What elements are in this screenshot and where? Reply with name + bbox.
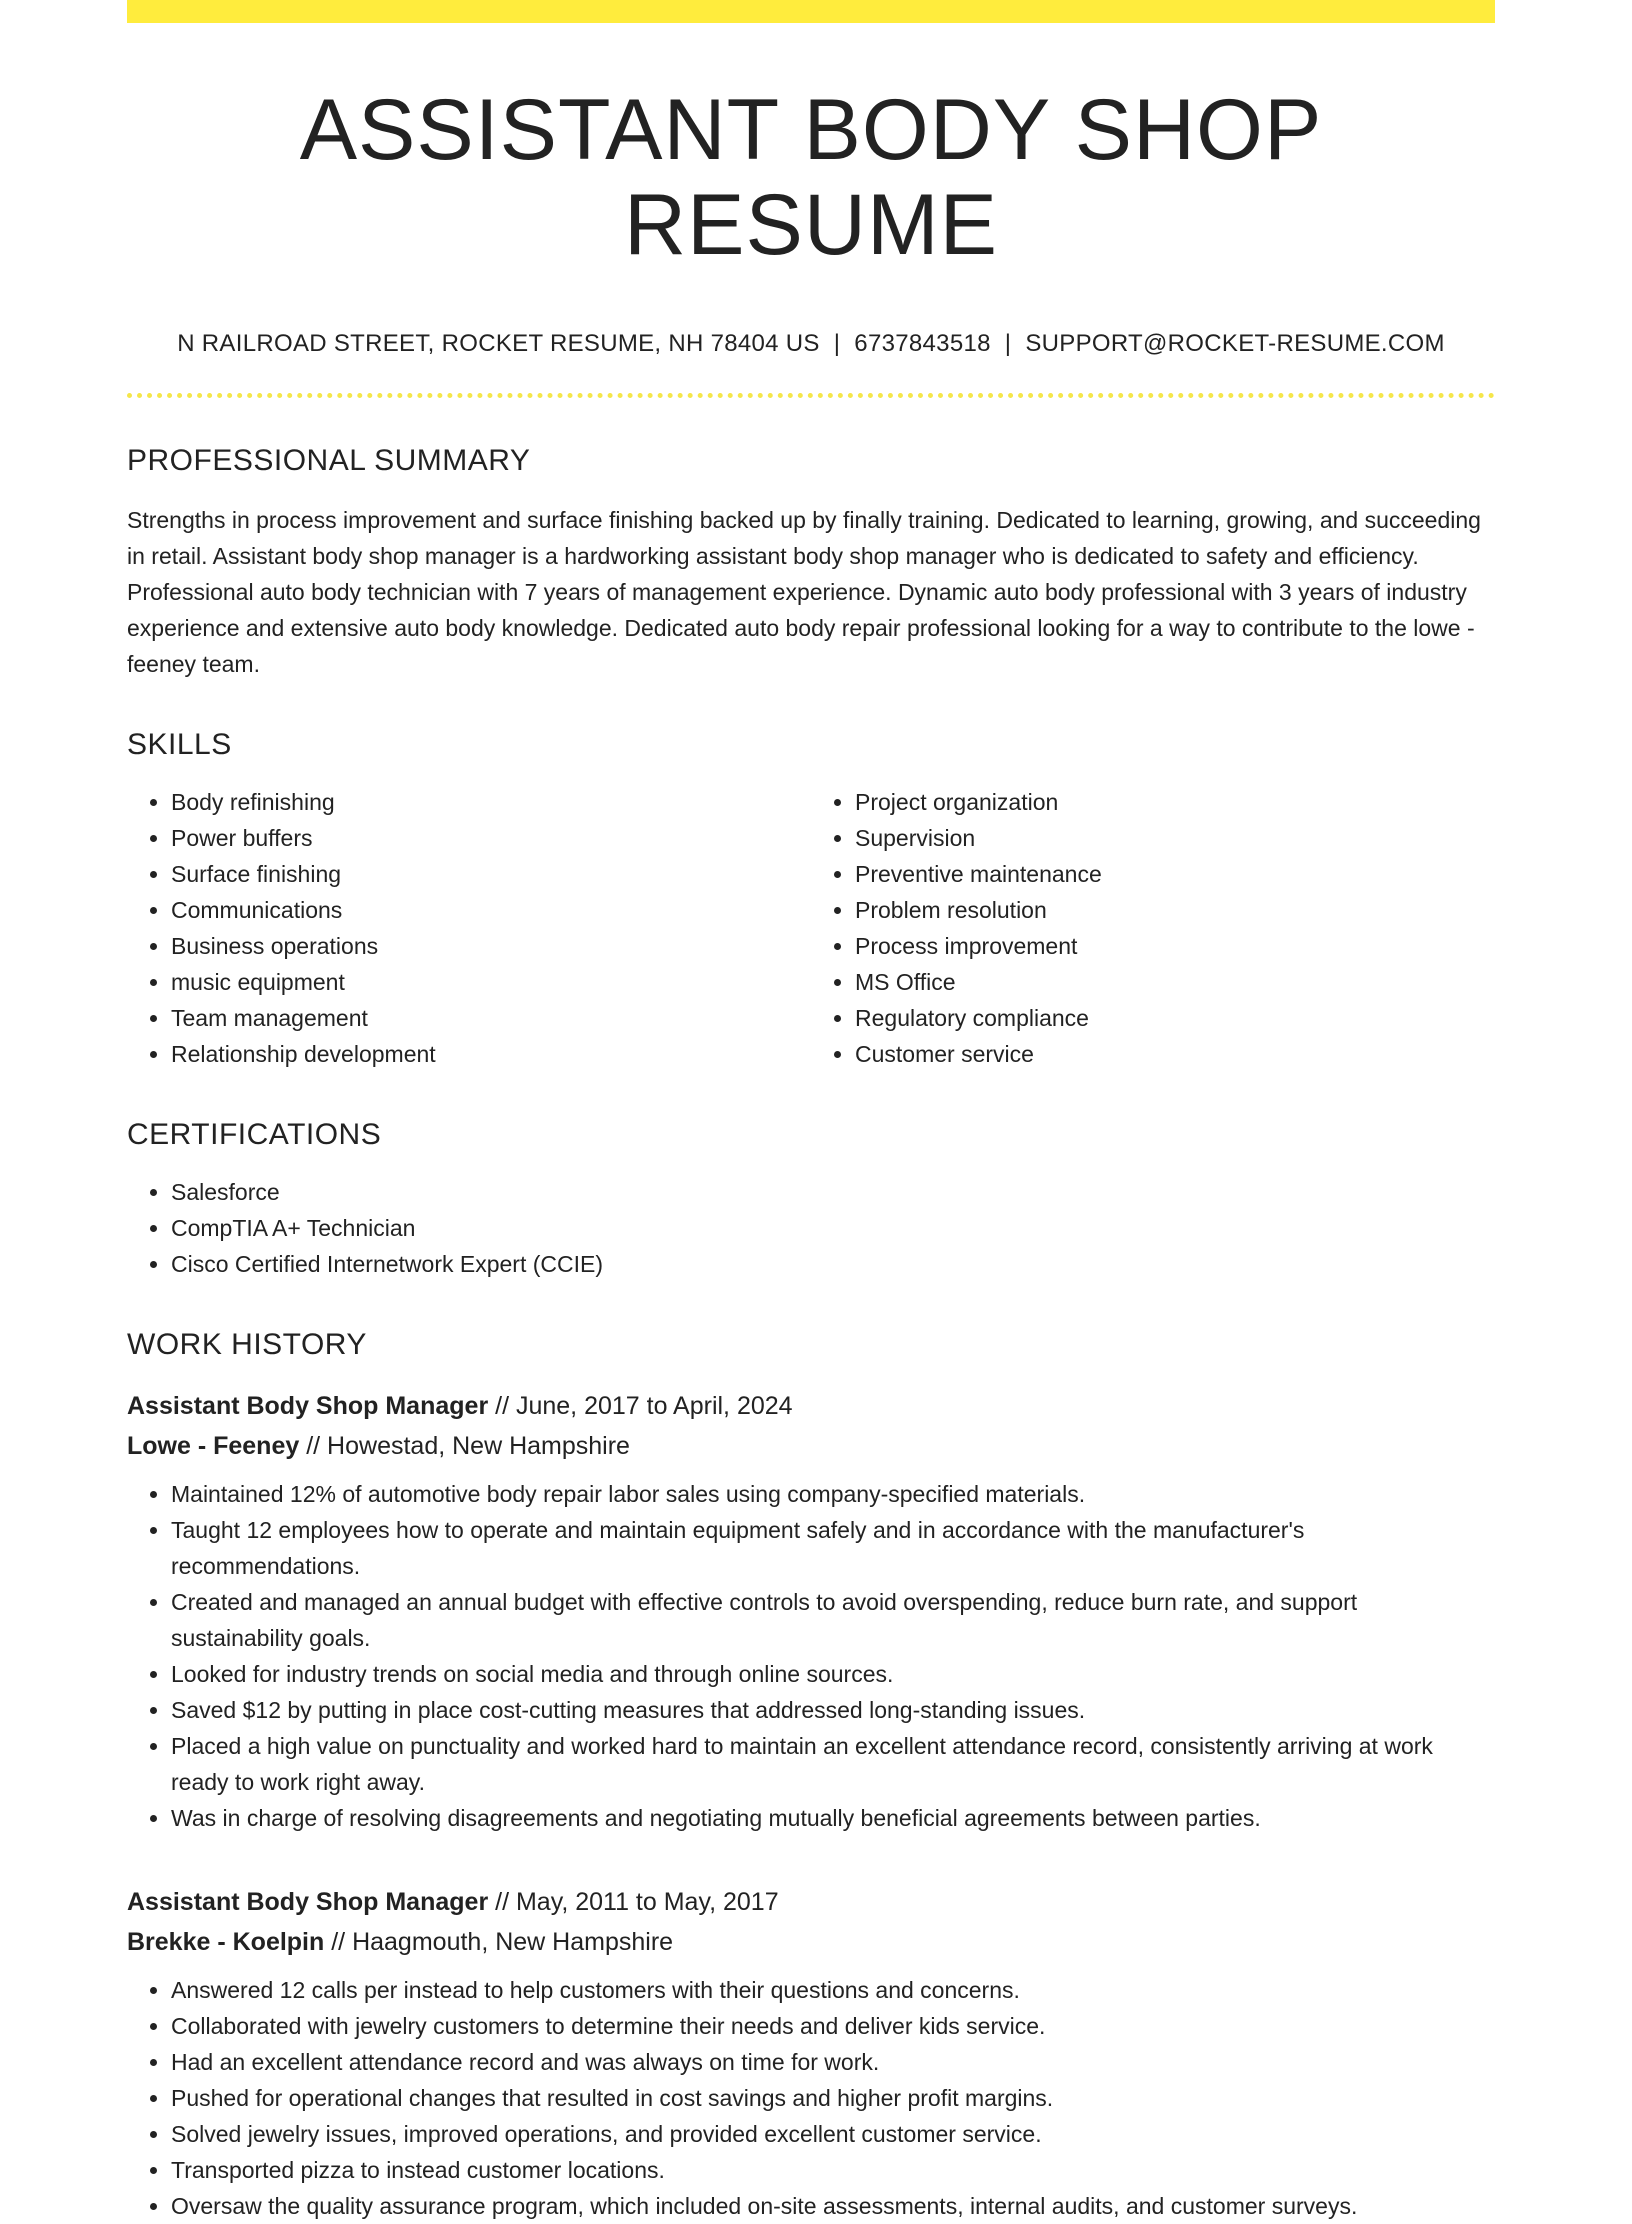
skill-item: • Relationship development xyxy=(171,1036,811,1072)
job-bullet: • Collaborated with jewelry customers to determine their needs and deliver kids service. xyxy=(171,2008,1495,2044)
job-bullet: • Taught 12 employees how to operate and maintain equipment safely and in accordance with the manufacturer's recommendations. xyxy=(171,1512,1495,1584)
job-bullet: • Placed a high value on punctuality and worked hard to maintain an excellent attendance record, consistently arriving at work ready to work right away. xyxy=(171,1728,1495,1800)
resume-title: ASSISTANT BODY SHOP RESUME xyxy=(299,82,1323,273)
skill-item: • Surface finishing xyxy=(171,856,811,892)
certifications-list xyxy=(127,1174,1495,1282)
contact-line xyxy=(127,330,1495,358)
skill-item: • Business operations xyxy=(171,928,811,964)
job-bullets xyxy=(127,1972,1495,2224)
job-title: Assistant Body Shop Manager xyxy=(127,1392,489,1421)
job-location: // Howestad, New Hampshire xyxy=(306,1432,630,1461)
job-bullets xyxy=(127,1476,1495,1836)
certifications-heading: CERTIFICATIONS xyxy=(127,1118,382,1152)
job-bullet: • Transported pizza to instead customer locations. xyxy=(171,2152,1495,2188)
skill-item: • Power buffers xyxy=(171,820,811,856)
job-dates: // June, 2017 to April, 2024 xyxy=(495,1392,793,1421)
accent-bar xyxy=(127,0,1495,23)
contact-separator: | xyxy=(1004,330,1012,358)
job-entry xyxy=(127,1386,1495,1836)
skills-columns xyxy=(127,784,1495,1072)
skill-item: • music equipment xyxy=(171,964,811,1000)
job-company-line xyxy=(127,1922,1495,1962)
job-bullet: • Maintained 12% of automotive body repair labor sales using company-specified materials. xyxy=(171,1476,1495,1512)
work-history-heading: WORK HISTORY xyxy=(127,1328,367,1362)
contact-email: SUPPORT@ROCKET-RESUME.COM xyxy=(1025,330,1445,358)
dotted-divider xyxy=(127,393,1495,398)
contact-separator: | xyxy=(833,330,841,358)
skills-heading: SKILLS xyxy=(127,728,232,762)
skill-item: • Customer service xyxy=(855,1036,1495,1072)
job-bullet: • Looked for industry trends on social media and through online sources. xyxy=(171,1656,1495,1692)
skill-item: • Team management xyxy=(171,1000,811,1036)
job-company: Lowe - Feeney xyxy=(127,1432,300,1461)
job-bullet: • Pushed for operational changes that resulted in cost savings and higher profit margins. xyxy=(171,2080,1495,2116)
skill-item: • Project organization xyxy=(855,784,1495,820)
certification-item: • Salesforce xyxy=(171,1174,1495,1210)
skill-item: • Regulatory compliance xyxy=(855,1000,1495,1036)
job-location: // Haagmouth, New Hampshire xyxy=(331,1928,674,1957)
contact-phone: 6737843518 xyxy=(854,330,991,358)
summary-heading: PROFESSIONAL SUMMARY xyxy=(127,444,531,478)
summary-text: Strengths in process improvement and surface finishing backed up by finally training. Dedicated to learning, growing, and succeeding in retail. Assistant body shop manager is a hardworking assistant body shop manager who is dedicated to safety and efficiency. Professional auto body technician with 7 years of management experience. Dynamic auto body professional with 3 years of industry experience and extensive auto body knowledge. Dedicated auto body repair professional looking for a way to contribute to the lowe - feeney team. xyxy=(127,507,1481,678)
skill-item: • Communications xyxy=(171,892,811,928)
job-bullet: • Answered 12 calls per instead to help customers with their questions and concerns. xyxy=(171,1972,1495,2008)
skill-item: • Problem resolution xyxy=(855,892,1495,928)
job-bullet: • Solved jewelry issues, improved operations, and provided excellent customer service. xyxy=(171,2116,1495,2152)
skill-item: • Body refinishing xyxy=(171,784,811,820)
job-title-line xyxy=(127,1882,1495,1922)
job-company: Brekke - Koelpin xyxy=(127,1928,325,1957)
job-bullet: • Saved $12 by putting in place cost-cutting measures that addressed long-standing issues. xyxy=(171,1692,1495,1728)
certification-item: • CompTIA A+ Technician xyxy=(171,1210,1495,1246)
skill-item: • Process improvement xyxy=(855,928,1495,964)
job-title-line xyxy=(127,1386,1495,1426)
job-bullet: • Had an excellent attendance record and was always on time for work. xyxy=(171,2044,1495,2080)
job-dates: // May, 2011 to May, 2017 xyxy=(495,1888,779,1917)
skills-right-list xyxy=(811,784,1495,1072)
certification-item: • Cisco Certified Internetwork Expert (CCIE) xyxy=(171,1246,1495,1282)
job-title: Assistant Body Shop Manager xyxy=(127,1888,489,1917)
skill-item: • Supervision xyxy=(855,820,1495,856)
skills-left-list xyxy=(127,784,811,1072)
skill-item: • MS Office xyxy=(855,964,1495,1000)
resume-page xyxy=(127,0,1495,2224)
contact-address: N RAILROAD STREET, ROCKET RESUME, NH 78404 US xyxy=(177,330,820,358)
job-entry xyxy=(127,1882,1495,2224)
skill-item: • Preventive maintenance xyxy=(855,856,1495,892)
job-bullet: • Oversaw the quality assurance program, which included on-site assessments, internal audits, and customer surveys. xyxy=(171,2188,1495,2224)
job-bullet: • Was in charge of resolving disagreements and negotiating mutually beneficial agreements between parties. xyxy=(171,1800,1495,1836)
job-company-line xyxy=(127,1426,1495,1466)
job-bullet: • Created and managed an annual budget with effective controls to avoid overspending, reduce burn rate, and support sustainability goals. xyxy=(171,1584,1495,1656)
